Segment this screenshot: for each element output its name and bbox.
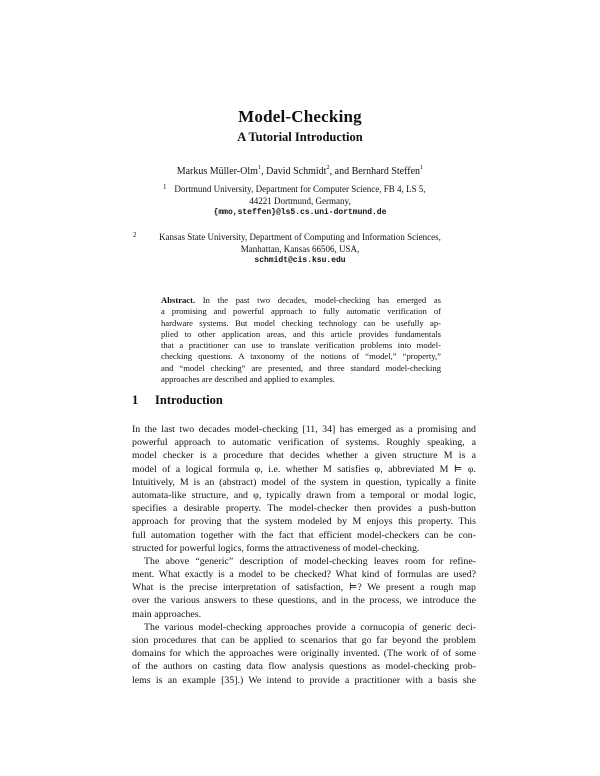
body-line: powerful approach to automatic verification of systems. Roughly speaking, a bbox=[132, 437, 476, 449]
abstract-line: plied to other application areas, and this article provides fundamentals bbox=[161, 328, 441, 339]
body-line: ment. What exactly is a model to be checked? What kind of formulas are used? bbox=[132, 569, 476, 581]
abstract-line: Abstract. In the past two decades, model-checking has emerged as bbox=[161, 295, 441, 305]
section-heading bbox=[132, 393, 223, 408]
body-line: The various model-checking approaches provide a cornucopia of generic deci- bbox=[144, 621, 476, 633]
body-line: full automation together with the fact that efficient model-checkers can be con- bbox=[132, 529, 476, 541]
affiliation-marker: 1 bbox=[257, 164, 262, 171]
body-line: Intuitively, M is an (abstract) model of the system in question, typically a finite bbox=[132, 476, 476, 488]
abstract-label: Abstract. bbox=[161, 295, 196, 305]
author-name: Bernhard Steffen bbox=[351, 166, 421, 177]
body-line: automata-like structure, and φ, typically drawn from a temporal or modal logic, bbox=[132, 489, 476, 501]
body-line: approach for proving that the system modeled by M enjoys this property. This bbox=[132, 516, 476, 528]
body-line: The above “generic” description of model-checking leaves room for refine- bbox=[144, 555, 476, 567]
affiliation-line: Kansas State University, Department of Computing and Information Sciences, bbox=[159, 232, 441, 242]
abstract-line: approaches are described and applied to examples. bbox=[161, 374, 335, 385]
section-number: 1 bbox=[132, 393, 139, 407]
author-name: Markus Müller-Olm bbox=[176, 166, 258, 177]
author-name: David Schmidt bbox=[266, 166, 327, 177]
affiliation-number: 1 bbox=[163, 183, 167, 191]
affiliation-email: {mmo,steffen}@ls5.cs.uni-dortmund.de bbox=[213, 208, 387, 217]
affiliation-line: 44221 Dortmund, Germany, bbox=[249, 195, 351, 206]
abstract-line: a promising and powerful approach to fully automatic verification of bbox=[161, 306, 441, 317]
body-line: domains for which the approaches were originally invented. (The work of of some bbox=[132, 648, 476, 660]
affiliation-marker: 2 bbox=[326, 164, 330, 171]
affiliation-1 bbox=[0, 184, 600, 219]
body-line: model checker is a procedure that decides whether a given structure M is a bbox=[132, 450, 476, 462]
body-line: structed for powerful logics, forms the attractiveness of model-checking. bbox=[132, 542, 420, 554]
paper-title: Model-Checking bbox=[238, 107, 362, 126]
body-text bbox=[132, 423, 476, 687]
affiliation-line: Dortmund University, Department for Computer Science, FB 4, LS 5, bbox=[174, 184, 426, 194]
abstract-line: hardware systems. But model checking technology can be usefully ap- bbox=[161, 317, 441, 328]
abstract bbox=[161, 295, 441, 385]
abstract-line: that a practitioner can use to translate verification problems into model- bbox=[161, 340, 441, 351]
author-separator: , bbox=[261, 166, 267, 177]
body-line: sion procedures that can be applied to scenarios that go far beyond the problem bbox=[132, 635, 476, 646]
body-line: main approaches. bbox=[132, 608, 202, 620]
affiliation-email: schmidt@cis.ksu.edu bbox=[254, 256, 346, 265]
author-list bbox=[0, 166, 600, 177]
body-line: of the authors on casting data flow analysis questions as model-checking prob- bbox=[132, 661, 476, 673]
affiliation-marker: 1 bbox=[420, 164, 424, 171]
abstract-line: and “model checking” are presented, and three standard model-checking bbox=[161, 362, 441, 373]
body-line: What is the precise interpretation of satisfaction, ⊨? We present a rough map bbox=[132, 582, 476, 594]
body-line: In the last two decades model-checking [11, 34] has emerged as a promising and bbox=[132, 424, 476, 435]
body-line: over the various answers to these questions, and in the process, we introduce the bbox=[132, 595, 476, 607]
paper-subtitle: A Tutorial Introduction bbox=[237, 130, 363, 144]
abstract-line: checking questions. A taxonomy of the notions of “model,” “property,” bbox=[161, 351, 441, 362]
affiliation-2 bbox=[0, 232, 600, 267]
section-title: Introduction bbox=[155, 393, 223, 407]
body-line: specifies a desirable property. The model-checker then provides a push-button bbox=[132, 503, 476, 515]
affiliation-line: Manhattan, Kansas 66506, USA, bbox=[240, 243, 360, 254]
body-line: model of a logical formula φ, i.e. whether M satisfies φ, abbreviated M ⊨ φ. bbox=[132, 463, 476, 475]
author-separator: , and bbox=[329, 166, 352, 177]
body-line: lems is an example [35].) We intend to provide a practitioner with a basis she bbox=[132, 674, 476, 686]
affiliation-number: 2 bbox=[133, 231, 137, 239]
